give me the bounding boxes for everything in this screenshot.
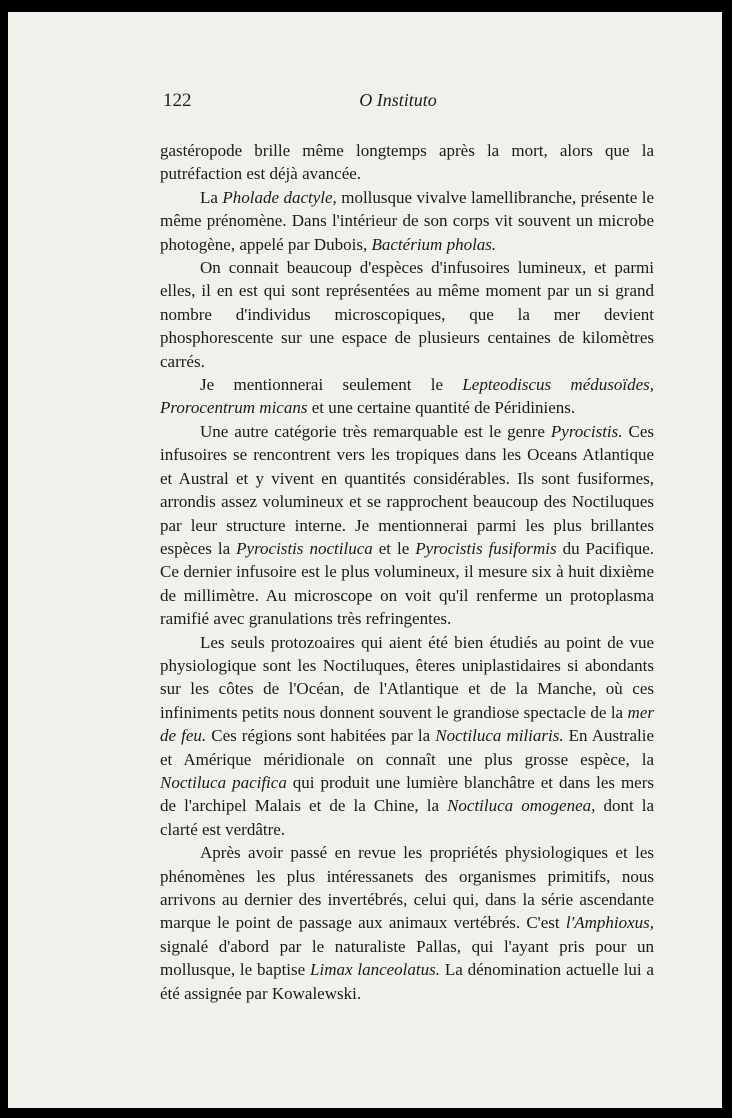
italic-term: Pholade dactyle, xyxy=(222,187,337,207)
text-run: On connait beaucoup d'espèces d'infusoires lumineux, et parmi elles, il en est qui sont représentées au même moment par un si grand nombre d'individus microscopiques, que la mer devient phosphorescente sur une espace de plusieurs centaines de kilomètres carrés. xyxy=(160,258,654,371)
text-run: En Australie et Amérique méridionale on connaît une plus grosse espèce, la xyxy=(160,726,655,769)
text-run: et le xyxy=(372,538,416,558)
paragraph xyxy=(160,841,654,1005)
italic-term: mer de feu. xyxy=(160,702,654,746)
text-run: Ces régions sont habitées par la xyxy=(206,726,436,746)
italic-term: Pyrocistis noctiluca xyxy=(236,538,373,558)
text-run: et une certaine quantité de Péridiniens. xyxy=(307,398,576,418)
paragraph xyxy=(160,631,654,842)
text-run: Ces infusoires se rencontrent vers les tropiques dans les Oceans Atlantique et Austral et y vivent en quantités considérables. Ils sont fusiformes, arrondis assez volumineux et se rapprochent beaucoup des Noctiluques par leur structure interne. Je mentionnerai parmi les plus brillantes espèces la xyxy=(160,421,655,558)
page-number: 122 xyxy=(163,90,192,111)
text-run: mollusque vivalve lamellibranche, présente le même prénomène. Dans l'intérieur de son corps vit souvent un microbe photogène, appelé par Dubois, xyxy=(160,187,654,254)
paragraph xyxy=(160,420,654,631)
running-title: O Instituto xyxy=(359,90,437,110)
italic-term: l'Amphioxus, xyxy=(565,913,654,933)
text-run: du Pacifique. Ce dernier infusoire est le plus volumineux, il mesure six à huit dixième de millimètre. Au microscope on voit qu'il renferme un protoplasma ramifié avec granulations très refringentes. xyxy=(160,538,654,629)
italic-term: Limax lanceolatus. xyxy=(310,960,440,980)
text-run: Je mentionnerai seulement le xyxy=(200,375,463,395)
italic-term: Lepteodiscus médusoïdes, Prorocentrum micans xyxy=(160,375,655,418)
italic-term: Pyrocistis. xyxy=(550,421,623,441)
text-run: Une autre catégorie très remarquable est le genre xyxy=(200,421,551,441)
text-run: La dénomination actuelle lui a été assignée par Kowalewski. xyxy=(160,960,654,1003)
text-run: Les seuls protozoaires qui aient été bien étudiés au point de vue physiologique sont les Noctiluques, êteres uniplastidaires si abondants sur les côtes de l'Océan, de l'Atlantique et de la Manche, où ces infiniments petits nous donnent souvent le grandiose spectacle de la xyxy=(160,632,654,722)
body-text xyxy=(160,139,654,1005)
book-page xyxy=(8,12,722,1108)
paragraph xyxy=(160,186,654,256)
text-run: qui produit une lumière blanchâtre et dans les mers de l'archipel Malais et de la Chine, la xyxy=(160,772,654,816)
italic-term: Pyrocistis fusiformis xyxy=(415,538,557,558)
italic-term: Bactérium pholas. xyxy=(371,234,497,254)
text-run: Après avoir passé en revue les propriétés physiologiques et les phénomènes les plus intéressanets des organismes primitifs, nous arrivons au dernier des invertébrés, celui qui, dans la série ascendante marque le point de passage aux animaux vertébrés. C'est xyxy=(160,843,654,933)
paragraph xyxy=(160,373,654,420)
text-run: gastéropode brille même longtemps après la mort, alors que la putréfaction est déjà avancée. xyxy=(160,141,654,184)
paragraph xyxy=(160,139,654,186)
italic-term: Noctiluca pacifica xyxy=(160,772,287,792)
italic-term: Noctiluca miliaris. xyxy=(435,726,564,746)
text-run: signalé d'abord par le naturaliste Pallas, qui l'ayant pris pour un mollusque, le baptise xyxy=(160,936,654,980)
paragraph xyxy=(160,256,654,373)
text-run: dont la clarté est verdâtre. xyxy=(160,796,654,839)
italic-term: Noctiluca omogenea, xyxy=(447,796,596,816)
text-run: La xyxy=(200,187,223,207)
